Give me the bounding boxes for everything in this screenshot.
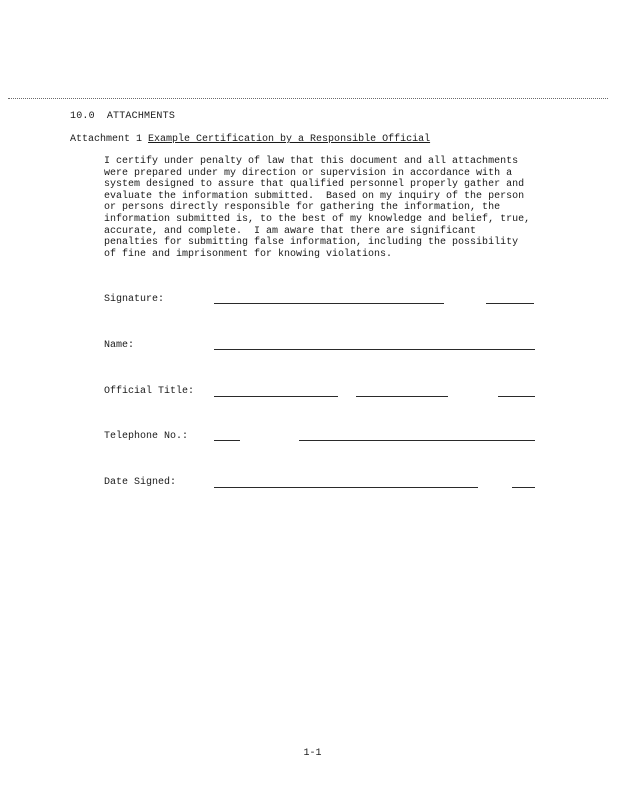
certification-line: or persons directly responsible for gathering the information, the (104, 202, 501, 214)
certification-statement (104, 156, 544, 260)
certification-line: penalties for submitting false information, including the possibility (104, 237, 519, 249)
official-title-line-end[interactable] (498, 396, 535, 397)
telephone-number-line[interactable] (299, 440, 535, 441)
top-dotted-rule (8, 98, 608, 99)
date-signed-label: Date Signed: (104, 477, 177, 488)
page-number: 1-1 (303, 748, 322, 759)
name-line[interactable] (214, 349, 535, 350)
certification-line: were prepared under my direction or supervision in accordance with a (104, 167, 513, 179)
section-number: 10.0 (70, 111, 95, 122)
certification-line: of fine and imprisonment for knowing violations. (104, 248, 393, 260)
telephone-label: Telephone No.: (104, 431, 189, 442)
official-title-label: Official Title: (104, 386, 195, 397)
official-title-line-mid[interactable] (356, 396, 448, 397)
certification-line: system designed to assure that qualified personnel properly gather and (104, 179, 525, 191)
signature-line-end[interactable] (486, 303, 534, 304)
attachment-title (70, 134, 430, 145)
signature-label: Signature: (104, 294, 165, 305)
attachment-caption: Example Certification by a Responsible Official (148, 134, 431, 145)
official-title-line[interactable] (214, 396, 338, 397)
certification-line: information submitted is, to the best of my knowledge and belief, true, (104, 213, 531, 225)
certification-line: accurate, and complete. I am aware that there are significant (104, 225, 477, 237)
section-title: ATTACHMENTS (106, 111, 176, 122)
certification-line: I certify under penalty of law that this document and all attachments (104, 156, 519, 167)
attachment-label: Attachment 1 (70, 134, 143, 145)
signature-line[interactable] (214, 303, 444, 304)
telephone-area-code-line[interactable] (214, 440, 240, 441)
certification-line: evaluate the information submitted. Based on my inquiry of the person (104, 190, 525, 202)
section-heading (70, 111, 175, 122)
date-signed-line[interactable] (214, 487, 478, 488)
name-label: Name: (104, 340, 135, 351)
date-signed-line-end[interactable] (512, 487, 535, 488)
